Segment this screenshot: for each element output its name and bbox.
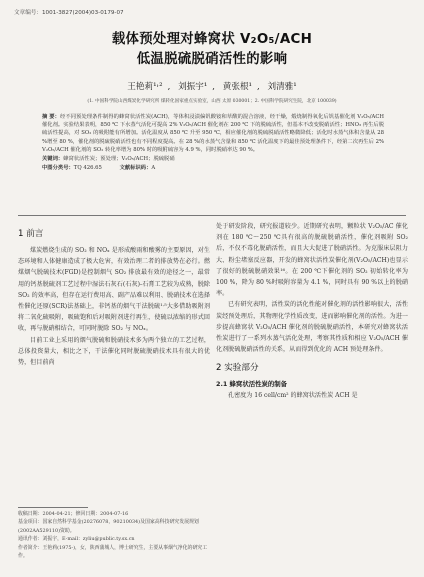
section-heading-1: 1 前言 bbox=[18, 229, 44, 239]
author: 王艳莉¹˒² bbox=[127, 82, 163, 92]
footnote: 通讯作者：刘振宇，E-mail：zyliu@public.ty.sx.cn bbox=[18, 536, 135, 543]
paragraph: 孔密度为 16 cell/cm² 的蜂窝状活性炭 ACH 是 bbox=[228, 392, 358, 400]
abstract-label: 摘 要： bbox=[42, 114, 60, 120]
keywords: 关键词：蜂窝状活性炭；预处理；V₂O₅/ACH；脱硫脱硝 bbox=[42, 156, 175, 163]
section-heading-2: 2 实验部分 bbox=[216, 363, 259, 374]
footnotes bbox=[18, 510, 213, 560]
author: 刘振宇¹ bbox=[178, 82, 208, 92]
right-column bbox=[216, 221, 408, 402]
subsection-heading: 2.1 蜂窝状活性炭的制备 bbox=[216, 380, 288, 389]
title-line-1: 载体预处理对蜂窝状 V₂O₅/ACH bbox=[111, 32, 313, 47]
classification: 中图分类号：TQ 426.65 文献标识码：A bbox=[42, 165, 156, 172]
left-column bbox=[18, 221, 210, 368]
article-number: 文章编号：1001-3827(2004)03-0179-07 bbox=[14, 10, 124, 16]
footnote: 基金项目：国家自然科学基金(20276078，90210034)及国家高科技研究发展规划(2002AA529110)资助。 bbox=[18, 519, 199, 534]
paragraph: 已有研究表明，活性炭的活化性能对催化剂的活性影响很大，活性炭经预处理后，其物理化学性质改变，进而影响催化剂的活性。为进一步提高蜂窝状 V₂O₅/ACH 催化剂的脱硫脱硝活性，本研究对蜂窝状活性炭进行了一系列水蒸气活化处理，考察其性质和相应 V₂O₅/ACH 催化剂脱硫脱硝活性的关系，从而得到优化的 ACH 预处理条件。 bbox=[216, 301, 408, 354]
footnote-divider bbox=[18, 507, 88, 508]
paper-title bbox=[0, 30, 424, 70]
title-line-2: 低温脱硫脱硝活性的影响 bbox=[136, 52, 288, 67]
clc-label: 中图分类号： bbox=[42, 165, 74, 172]
paragraph: 处于研发阶段，研究报道较少。近期研究表明，颗粒状 V₂O₅/AC 催化剂在 180 ℃～250 ℃具有很高的脱硫脱硝活性，催化剂吸附 SO₂ 后，不仅不毒化脱硝活性，而且大大促进了脱硝活性。为克服床层阻力大、粉尘堵塞反应器，开发的蜂窝状活性炭催化剂(V₂O₅/ACH)也显示了很好的脱硫脱硝效果¹⁶。在 200 ℃下催化剂的 SO₂ 初始转化率为 100 %，降为 80 %时吸附容量为 4.1 %，同时具有 90 %以上的脱硝率。 bbox=[216, 223, 408, 298]
abstract-block bbox=[42, 113, 384, 172]
divider bbox=[18, 215, 406, 216]
paragraph: 目前工业上采用的烟气脱硫和脱硝技术多为两个独立的工艺过程，总体投资量大，相比之下，干法催化同时脱硫脱硝技术具有很大的优势，但目前尚 bbox=[18, 336, 210, 367]
paragraph: 煤炭燃烧生成的 SO₂ 和 NOₓ 是形成酸雨和酸雾的主要原因，对生态环境和人体健康造成了极大危害，有效治理二者的排放势在必行。燃煤烟气脱硫技术(FGD)是控制烟气 SO₂ 排放最有效的途径之一，最常用的钙基脱硫剂工艺过程中湿法石灰石(石灰)-石膏工艺较为成熟，脱除 SO₂ 的效率高，但存在运行费用高、副产品难以利用、脱硝技术在选择性催化还原(SCR)法基础上，非钙基的烟气干法脱硫¹ᐧ⁵大多借助吸附剂将二氧化硫吸附，吸硫饱和后对吸附剂进行再生，使硫以浓缩的形式回收，再与脱硝相结合，可同时脱除 SO₂ 与 NOₓ。 bbox=[18, 247, 210, 333]
author: 黄张根¹ bbox=[222, 82, 252, 92]
keywords-label: 关键词： bbox=[42, 156, 64, 163]
abstract-text: 摘 要：经不同预处理条件制得的蜂窝状活性炭(ACH)，等体积浸渍偏钒酸铵和草酸的混合溶液，经干燥，煅烧制得氧化后钒基催化剂 V₂O₅/ACH 催化剂。实验结果表明，850 ℃ 下水蒸气活化可提高 2% V₂O₅/ACH 催化剂在 200 ℃ 下的脱硫活性，但基本不改变脱硝活性；HNO₃ 再生后脱硫活性提高，对 SO₂ 的吸附能有所增加。活化温度从 850 ℃ 升至 950 ℃，相应催化剂的脱硫脱硝活性略微降低；活化时水蒸气体积含量从 28 %增至 80 %，催化剂的脱硫脱硝活性也有不同程度提高。在 28 %的水蒸气含量和 850 ℃ 活化温度下的最佳预处理条件下，经第二次再生后 2% V₂O₅/ACH 催化剂的 SO₂ 转化率增为 80% 时的吸附硫容为 4.9 %，同时脱硝率达 90 %。 bbox=[42, 114, 384, 153]
footnote: 收稿日期：2004-04-21；修回日期：2004-07-16 bbox=[18, 511, 129, 517]
author-list: 王艳莉¹˒² , 刘振宇¹ , 黄张根¹ , 刘清雅¹ bbox=[127, 82, 297, 92]
author: 刘清雅¹ bbox=[267, 82, 297, 92]
journal-header bbox=[14, 8, 410, 16]
doc-code-label: 文献标识码： bbox=[119, 165, 152, 172]
affiliation: (1. 中国科学院山西煤炭化学研究所 煤转化国家重点实验室，山西 太原 030001；2. 中国科学院研究生院，北京 100039) bbox=[87, 99, 337, 104]
footnote: 作者简介：王艳莉(1975-)，女，陕西蒲城人，博士研究生，主要从事烟气净化的研究工作。 bbox=[18, 544, 208, 560]
